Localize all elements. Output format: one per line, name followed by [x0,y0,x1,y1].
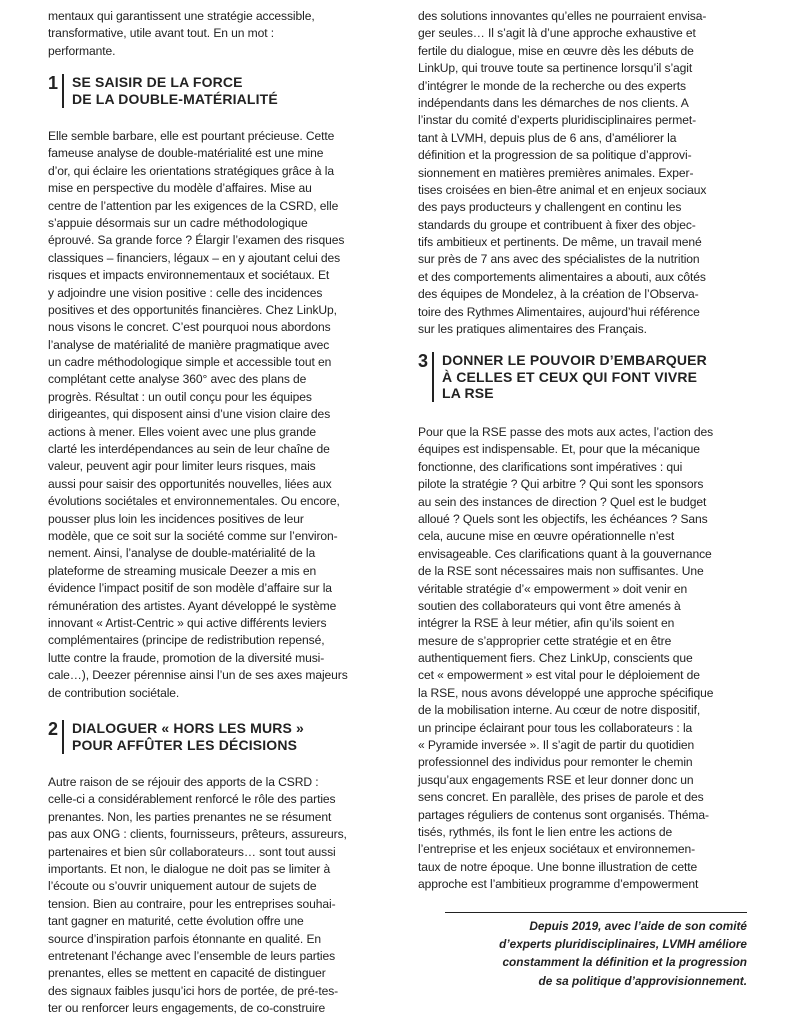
text-line: cale…), Deezer pérennise ainsi l’un de ses axes majeurs [48,668,348,683]
text-line: soutien des collaborateurs qui vont être amenés à [418,598,681,613]
text-line: valeur, peuvent agir pour limiter leurs risques, mais [48,459,316,474]
text-line: nement. Ainsi, l’analyse de double-matérialité de la [48,546,316,561]
text-line: rémunération des artistes. Ayant développé le système [48,598,337,613]
text-line: des équipes de Mondelez, à la création de l’Observa- [418,287,699,302]
text-line: envisageable. Ces clarifications quant à la gouvernance [418,546,712,561]
text-line: standards du groupe et contribuent à fixer des objec- [418,217,696,232]
text-line: tant gagner en maturité, cette évolution offre une [48,914,304,929]
text-line: approche est l’ambitieux programme d’empowerment [418,877,699,892]
text-line: évidence l’impact positif de son modèle d’affaire sur la [48,581,332,596]
text-line: positives et des opportunités financières. Chez LinkUp, [48,302,337,317]
text-line: performante. [48,43,116,58]
text-line: mesure de s’approprier cette stratégie et en être [418,633,672,648]
text-line: l’écoute ou s’ouvrir uniquement autour de sujets de [48,879,317,894]
text-line: importants. Et non, le dialogue ne doit pas se limiter à [48,861,331,876]
text-line: source d’inspiration parfois étonnante en qualité. En [48,931,322,946]
text-line: centre de l’attention par les exigences de la CSRD, elle [48,198,339,213]
text-line: fertile du dialogue, mise en œuvre dès les débuts de [418,43,694,58]
text-line: Autre raison de se réjouir des apports de la CSRD : [48,775,319,789]
text-line: définition et la progression de sa politique d’approvi- [418,148,692,163]
text-line: des signaux faibles jusqu’ici hors de portée, de pré-tes- [48,983,339,998]
text-line: ger seules… Il s’agit là d’une approche exhaustive et [418,26,696,41]
text-line: l’analyse de matérialité de manière pragmatique avec [48,337,330,352]
text-line: alloué ? Quels sont les objectifs, les échéances ? Sans [418,511,708,526]
text-line: l’entreprise et les enjeux sociétaux et environnemen- [418,842,696,857]
section-1-body [48,128,348,702]
title-line: SE SAISIR DE LA FORCE [72,74,243,90]
section-3-body [418,424,713,894]
text-line: sur près de 7 ans avec des spécialistes de la nutrition [418,252,700,267]
title-line: POUR AFFÛTER LES DÉCISIONS [72,736,298,753]
text-line: complétant cette analyse 360° avec des plans de [48,372,307,387]
heading-divider [432,352,434,402]
text-line: sens concret. En parallèle, des prises de parole et des [418,790,704,805]
text-line: cet « empowerment » est vital pour le déploiement de [418,668,700,683]
text-line: actions à mener. Elles voient avec une plus grande [48,424,316,439]
text-line: d’intégrer le monde de la recherche ou des experts [418,78,686,93]
text-line: tant à LVMH, depuis plus de 6 ans, d’améliorer la [418,130,677,145]
quote-line: constamment la définition et la progression [502,955,747,970]
continued-paragraph [418,8,706,338]
title-line: LA RSE [442,385,494,401]
text-line: toire des Rythmes Alimentaires, aujourd’hui référence [418,304,700,319]
section-2-body [48,774,347,1017]
text-line: ter ou renforcer leurs engagements, de co-construire [48,1001,326,1016]
text-line: tifs ambitieux et pertinents. De même, un travail mené [418,235,702,250]
text-line: tises croisées en bien-être animal et en enjeux sociaux [418,182,707,197]
text-line: un principe éclairant pour tous les collaborateurs : la [418,720,693,735]
text-line: plateforme de streaming musicale Deezer a mis en [48,563,317,578]
text-line: innovant « Artist-Centric » qui active différents leviers [48,615,327,630]
text-line: professionnel des individus pour remonter le chemin [418,755,693,770]
text-line: au sein des instances de direction ? Quel est le budget [418,494,707,509]
text-line: entretenant l’échange avec l’ensemble de leurs parties [48,948,336,963]
text-line: indépendants dans les démarches de nos clients. A [418,95,689,110]
text-line: lutte contre la fraude, promotion de la diversité musi- [48,650,325,665]
text-line: s’appuie désormais sur un cadre méthodologique [48,215,308,230]
title-line: DIALOGUER « HORS LES MURS » [72,720,304,736]
section-title [442,352,707,402]
text-line: transformative, utile avant tout. En un mot : [48,26,275,41]
text-line: partages réguliers de contenus sont organisés. Théma- [418,807,709,822]
text-line: sur les pratiques alimentaires des Français. [418,322,647,337]
text-line: prenantes. Non, les parties prenantes ne se résument [48,809,332,824]
text-line: évolutions sociétales et environnementales. Ou encore, [48,494,340,509]
text-line: modèle, que ce soit sur la société comme sur l’environ- [48,528,338,543]
text-line: d’or, qui éclaire les orientations stratégiques grâce à la [48,163,334,178]
text-line: pousser plus loin les incidences positives de leur [48,511,304,526]
quote-line: de sa politique d’approvisionnement. [538,973,747,988]
section-2-heading [48,720,304,754]
text-line: de la mobilisation interne. Au cœur de notre dispositif, [418,703,701,718]
text-line: mise en perspective du modèle d’affaires. Mise au [48,181,312,196]
text-line: clarté les interdépendances au sein de leur chaîne de [48,442,330,457]
text-line: cela, aucune mise en œuvre opérationnelle n’est [418,529,675,544]
text-line: nous visons le concret. C’est pourquoi nous abordons [48,320,331,335]
text-line: de la RSE sont nécessaires mais non suffisantes. Une [418,564,704,579]
text-line: authentiquement fiers. Chez LinkUp, conscients que [418,651,693,666]
quote-line: Depuis 2019, avec l’aide de son comité [529,919,747,933]
text-line: la RSE, nous avons développé une approche spécifique [418,685,714,700]
text-line: dirigeantes, qui disposent ainsi d’une vision claire des [48,407,331,422]
text-line: de contribution sociétale. [48,685,180,700]
text-line: des solutions innovantes qu’elles ne pourraient envisa- [418,9,707,23]
text-line: tension. Bien au contraire, pour les entreprises souhai- [48,896,336,911]
text-line: l’instar du comité d’experts pluridisciplinaires permet- [418,113,697,128]
text-line: progrès. Résultat : un outil conçu pour les équipes [48,389,312,404]
title-line: DE LA DOUBLE-MATÉRIALITÉ [72,90,278,107]
pull-quote [445,912,747,990]
section-number: 1 [48,73,59,93]
text-line: « Pyramide inversée ». Il s’agit de partir du quotidien [418,738,695,753]
text-line: complémentaires (principe de redistribution repensé, [48,633,325,648]
title-line: DONNER LE POUVOIR D’EMBARQUER [442,352,707,368]
section-3-heading [418,352,707,402]
text-line: et des comportements alimentaires a abouti, aux côtés [418,269,706,284]
section-number: 2 [48,719,59,739]
text-line: véritable stratégie d’« empowerment » doit venir en [418,581,688,596]
text-line: taux de notre époque. Une bonne illustration de cette [418,859,698,874]
section-1-heading [48,74,278,108]
text-line: pas aux ONG : clients, fournisseurs, prêteurs, assureurs, [48,827,347,842]
heading-divider [62,74,64,108]
quote-line: d’experts pluridisciplinaires, LVMH améliore [499,937,747,952]
text-line: tisés, rythmés, ils font le lien entre les actions de [418,824,673,839]
text-line: sionnement en matières premières animales. Exper- [418,165,694,180]
text-line: risques et impacts environnementaux et sociétaux. Et [48,268,330,283]
text-line: jusqu’aux engagements RSE et leur donner donc un [418,772,694,787]
text-line: un cadre méthodologique simple et accessible tout en [48,355,332,370]
text-line: classiques – financiers, légaux – en y ajoutant celui des [48,250,341,265]
text-line: partenaires et bien sûr collaborateurs… sont tout aussi [48,844,336,859]
text-line: pilote la stratégie ? Qui arbitre ? Qui sont les sponsors [418,477,704,492]
text-line: prenantes, elles se mettent en capacité de distinguer [48,966,326,981]
text-line: mentaux qui garantissent une stratégie accessible, [48,9,315,23]
text-line: des pays producteurs y challengent en continu les [418,200,682,215]
text-line: aussi pour saisir des opportunités nouvelles, liées aux [48,476,332,491]
text-line: fonctionne, des clarifications sont impératives : qui [418,459,683,474]
text-line: fameuse analyse de double-matérialité est une mine [48,146,324,161]
section-title [72,74,278,107]
text-line: Elle semble barbare, elle est pourtant précieuse. Cette [48,129,335,143]
intro-paragraph [48,8,315,60]
text-line: éprouvé. Sa grande force ? Élargir l’examen des risques [48,233,345,248]
heading-divider [62,720,64,754]
section-title [72,720,304,753]
text-line: équipes est indispensable. Et, pour que la mécanique [418,442,700,457]
text-line: intégrer la RSE à leur métier, afin qu’ils soient en [418,616,675,631]
text-line: y adjoindre une vision positive : celle des incidences [48,285,323,300]
section-number: 3 [418,351,429,371]
title-line: À CELLES ET CEUX QUI FONT VIVRE [442,368,698,385]
text-line: celle-ci a considérablement renforcé le rôle des parties [48,792,336,807]
text-line: LinkUp, qui trouve toute sa pertinence lorsqu’il s’agit [418,61,693,76]
text-line: Pour que la RSE passe des mots aux actes, l’action des [418,425,714,439]
